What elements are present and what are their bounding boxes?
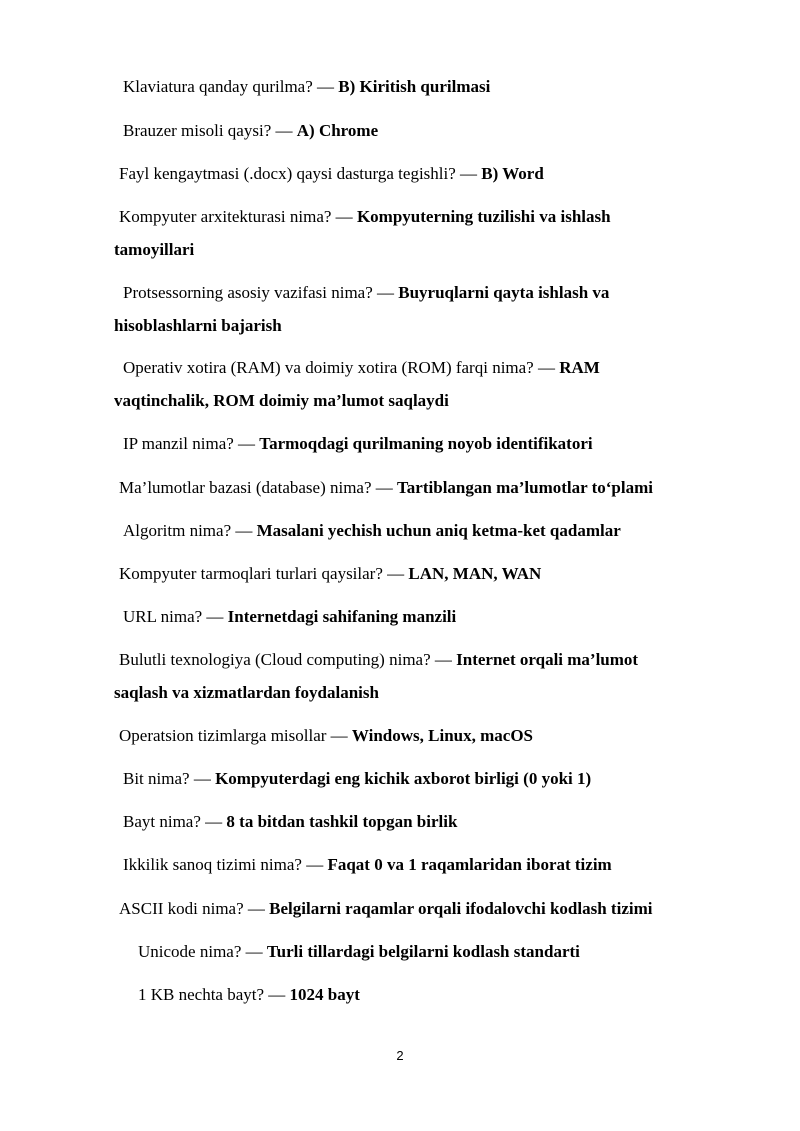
question-text: Ma’lumotlar bazasi (database) nima? — (119, 478, 398, 497)
question-text: Kompyuter tarmoqlari turlari qaysilar? — (119, 564, 409, 583)
question-text: Bayt nima? — (123, 812, 227, 831)
answer-text: 1024 bayt (289, 985, 360, 1004)
qa-item-continuation (114, 309, 282, 343)
answer-text: LAN, MAN, WAN (408, 564, 542, 583)
answer-text-continued: vaqtinchalik, ROM doimiy ma’lumot saqlaydi (114, 391, 449, 410)
answer-text: RAM (559, 358, 600, 377)
question-text: Bit nima? — (123, 769, 216, 788)
qa-item-continuation (114, 384, 449, 418)
qa-item (138, 978, 360, 1012)
answer-text: Turli tillardagi belgilarni kodlash standarti (266, 942, 580, 961)
qa-item (119, 157, 544, 191)
answer-text: Tarmoqdagi qurilmaning noyob identifikatori (259, 434, 593, 453)
answer-text: Internet orqali ma’lumot (456, 650, 639, 669)
answer-text: Kompyuterdagi eng kichik axborot birligi (0 yoki 1) (215, 769, 592, 788)
question-text: ASCII kodi nima? — (119, 899, 270, 918)
qa-item (119, 557, 541, 591)
qa-item (119, 643, 638, 677)
qa-item-continuation (114, 676, 379, 710)
answer-text-continued: hisoblashlarni bajarish (114, 316, 282, 335)
question-text: Brauzer misoli qaysi? — (123, 121, 297, 140)
qa-item (123, 351, 600, 385)
question-text: Klaviatura qanday qurilma? — (123, 77, 339, 96)
question-text: 1 KB nechta bayt? — (138, 985, 290, 1004)
answer-text: B) Word (481, 164, 544, 183)
answer-text: Windows, Linux, macOS (351, 726, 533, 745)
qa-item (123, 427, 593, 461)
answer-text: B) Kiritish qurilmasi (338, 77, 491, 96)
qa-item (123, 805, 457, 839)
qa-item (123, 762, 591, 796)
qa-item (119, 719, 533, 753)
question-text: Operatsion tizimlarga misollar — (119, 726, 352, 745)
question-text: Operativ xotira (RAM) va doimiy xotira (ROM) farqi nima? — (123, 358, 560, 377)
answer-text: Buyruqlarni qayta ishlash va (398, 283, 610, 302)
question-text: Bulutli texnologiya (Cloud computing) nima? — (119, 650, 457, 669)
answer-text: Tartiblangan ma’lumotlar to‘plami (397, 478, 653, 497)
qa-item (119, 892, 652, 926)
question-text: Protsessorning asosiy vazifasi nima? — (123, 283, 399, 302)
qa-item (123, 514, 621, 548)
answer-text: Masalani yechish uchun aniq ketma-ket qadamlar (256, 521, 621, 540)
qa-item-continuation (114, 233, 194, 267)
answer-text: 8 ta bitdan tashkil topgan birlik (226, 812, 458, 831)
qa-item (123, 276, 609, 310)
qa-item (119, 471, 653, 505)
answer-text: Kompyuterning tuzilishi va ishlash (356, 207, 611, 226)
qa-item (123, 114, 378, 148)
answer-text: Internetdagi sahifaning manzili (227, 607, 457, 626)
question-text: Algoritm nima? — (123, 521, 257, 540)
question-text: Fayl kengaytmasi (.docx) qaysi dasturga tegishli? — (119, 164, 482, 183)
question-text: IP manzil nima? — (123, 434, 260, 453)
qa-item (123, 600, 456, 634)
answer-text-continued: saqlash va xizmatlardan foydalanish (114, 683, 379, 702)
qa-item (138, 935, 580, 969)
answer-text: A) Chrome (296, 121, 379, 140)
question-text: Kompyuter arxitekturasi nima? — (119, 207, 357, 226)
answer-text-continued: tamoyillari (114, 240, 195, 259)
answer-text: Belgilarni raqamlar orqali ifodalovchi kodlash tizimi (269, 899, 653, 918)
question-text: Ikkilik sanoq tizimi nima? — (123, 855, 328, 874)
qa-item (123, 848, 612, 882)
qa-item (123, 70, 490, 104)
qa-item (119, 200, 611, 234)
answer-text: Faqat 0 va 1 raqamlaridan iborat tizim (327, 855, 612, 874)
question-text: URL nima? — (123, 607, 228, 626)
page-number: 2 (396, 1048, 404, 1063)
question-text: Unicode nima? — (138, 942, 267, 961)
